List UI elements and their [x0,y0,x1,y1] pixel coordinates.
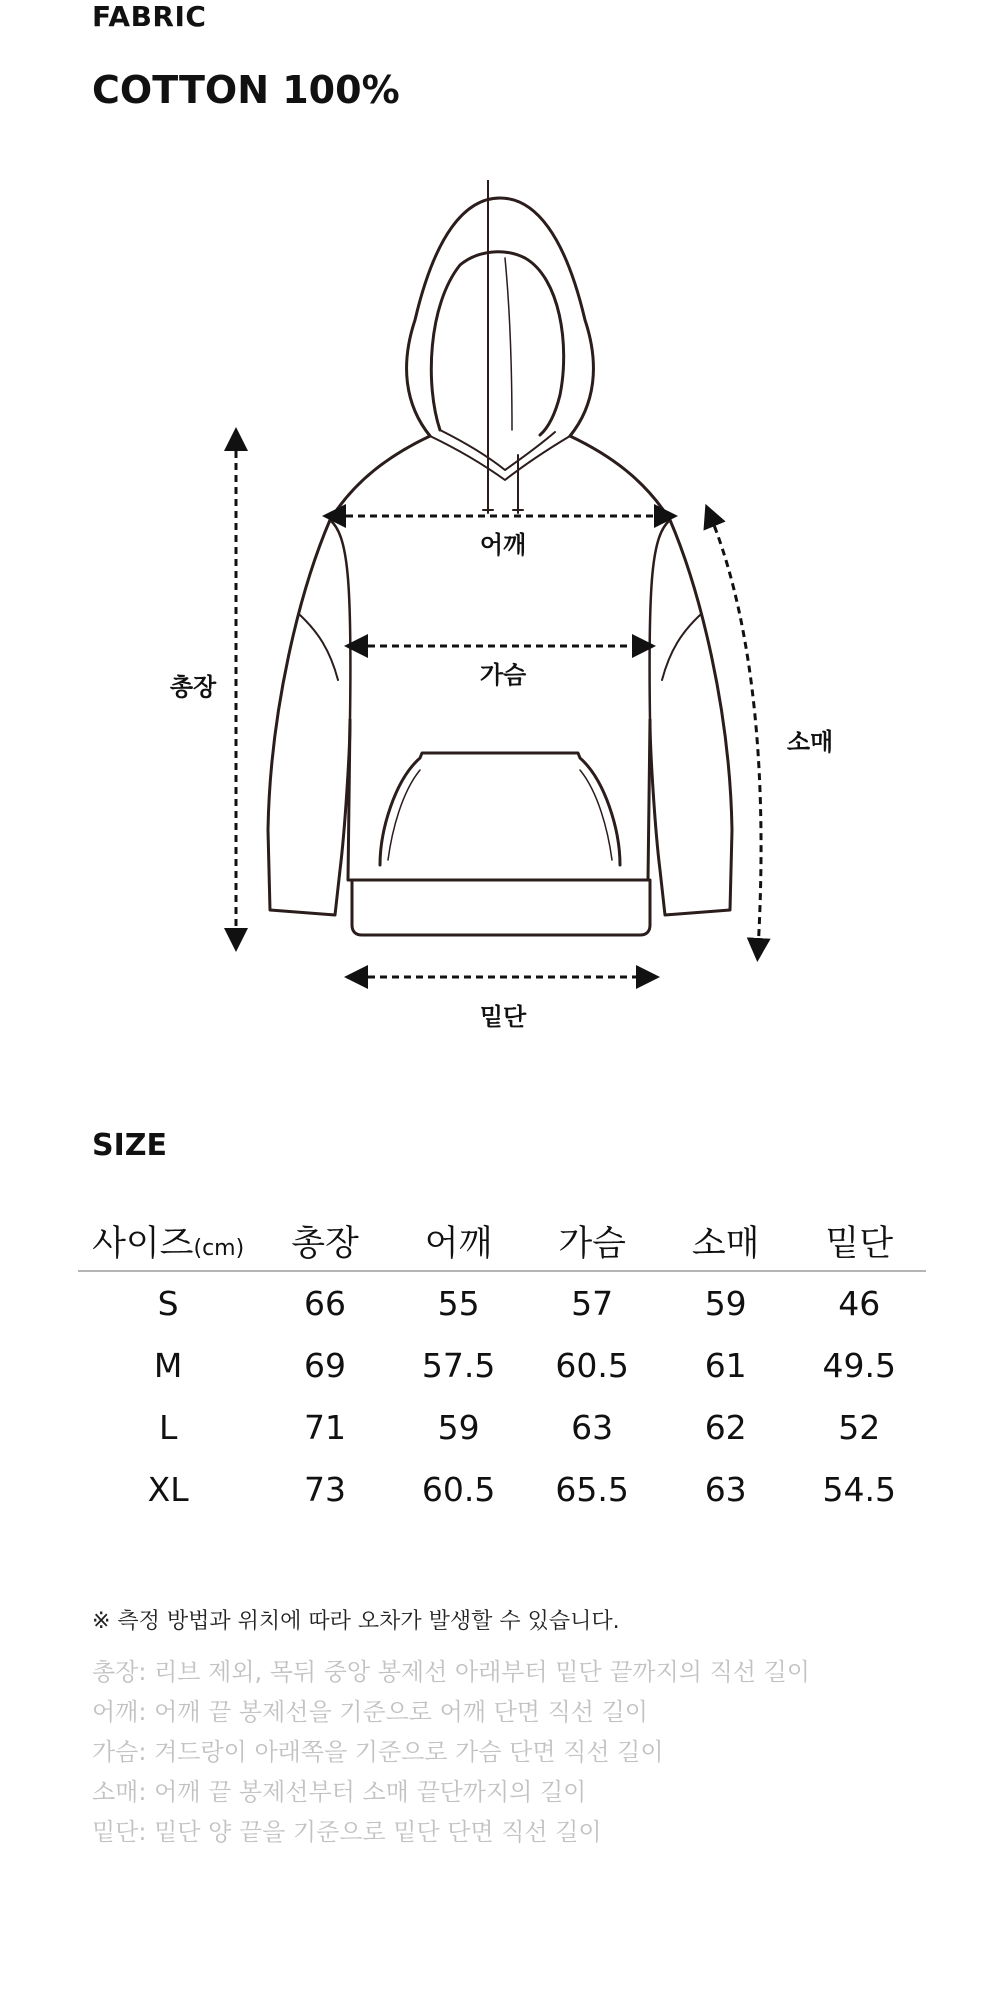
table-cell: 59 [704,1283,747,1323]
hoodie-diagram [0,180,1000,1060]
size-cell: XL [147,1469,189,1509]
table-cell: 54.5 [822,1469,896,1509]
table-cell: 62 [704,1407,747,1447]
hood-opening [431,252,563,435]
table-cell: 66 [304,1283,347,1323]
table-cell: 59 [437,1407,480,1447]
table-cell: 60.5 [555,1345,629,1385]
header-size-label: 사이즈 [92,1224,194,1264]
table-cell: 55 [437,1283,480,1323]
size-table [78,1212,926,1520]
right-sleeve [650,520,732,915]
table-cell: 69 [304,1345,347,1385]
measurement-note: ※ 측정 방법과 위치에 따라 오차가 발생할 수 있습니다. [92,1609,620,1634]
table-cell: 52 [838,1407,881,1447]
table-cell: 60.5 [421,1469,496,1509]
table-cell: 57.5 [421,1345,496,1385]
size-title: SIZE [92,1128,168,1163]
header-sleeve: 소매 [691,1224,760,1264]
table-cell: 49.5 [822,1345,896,1385]
table-cell: 71 [304,1407,347,1447]
table-cell: 65.5 [555,1469,629,1509]
size-cell: S [157,1283,179,1323]
hem-label: 밑단 [479,1003,527,1031]
header-length: 총장 [291,1224,359,1264]
sleeve-label: 소매 [786,728,834,756]
header-hem: 밑단 [825,1224,894,1264]
table-row [78,1272,926,1334]
table-cell: 61 [704,1345,747,1385]
description-line: 어깨: 어깨 끝 봉제선을 기준으로 어깨 단면 직선 길이 [92,1698,648,1726]
chest-label: 가슴 [479,661,527,689]
header-size [78,1216,258,1266]
size-table-header [78,1212,926,1272]
fabric-label: FABRIC [92,0,207,33]
kangaroo-pocket [380,753,620,865]
hem-band [352,880,650,935]
shoulder-label: 어깨 [479,531,527,559]
table-cell: 63 [571,1407,614,1447]
description-line: 밑단: 밑단 양 끝을 기준으로 밑단 단면 직선 길이 [92,1818,602,1846]
left-sleeve [268,520,350,915]
description-line: 가슴: 겨드랑이 아래쪽을 기준으로 가슴 단면 직선 길이 [92,1738,664,1766]
length-label: 총장 [169,673,217,701]
table-row [78,1334,926,1396]
size-cell: L [158,1407,178,1447]
description-line: 소매: 어깨 끝 봉제선부터 소매 끝단까지의 길이 [92,1778,587,1806]
measurement-descriptions [92,1652,810,1852]
header-chest: 가슴 [558,1224,626,1264]
sleeve-measure-line [710,515,761,950]
table-cell: 46 [838,1283,881,1323]
header-unit: (cm) [193,1236,245,1261]
table-cell: 63 [704,1469,747,1509]
table-cell: 73 [304,1469,347,1509]
table-cell: 57 [571,1283,614,1323]
table-row [78,1458,926,1520]
size-cell: M [153,1345,183,1385]
fabric-value: COTTON 100% [92,68,400,112]
header-shoulder: 어깨 [424,1224,493,1264]
description-line: 총장: 리브 제외, 목뒤 중앙 봉제선 아래부터 밑단 끝까지의 직선 길이 [92,1658,810,1686]
table-row [78,1396,926,1458]
